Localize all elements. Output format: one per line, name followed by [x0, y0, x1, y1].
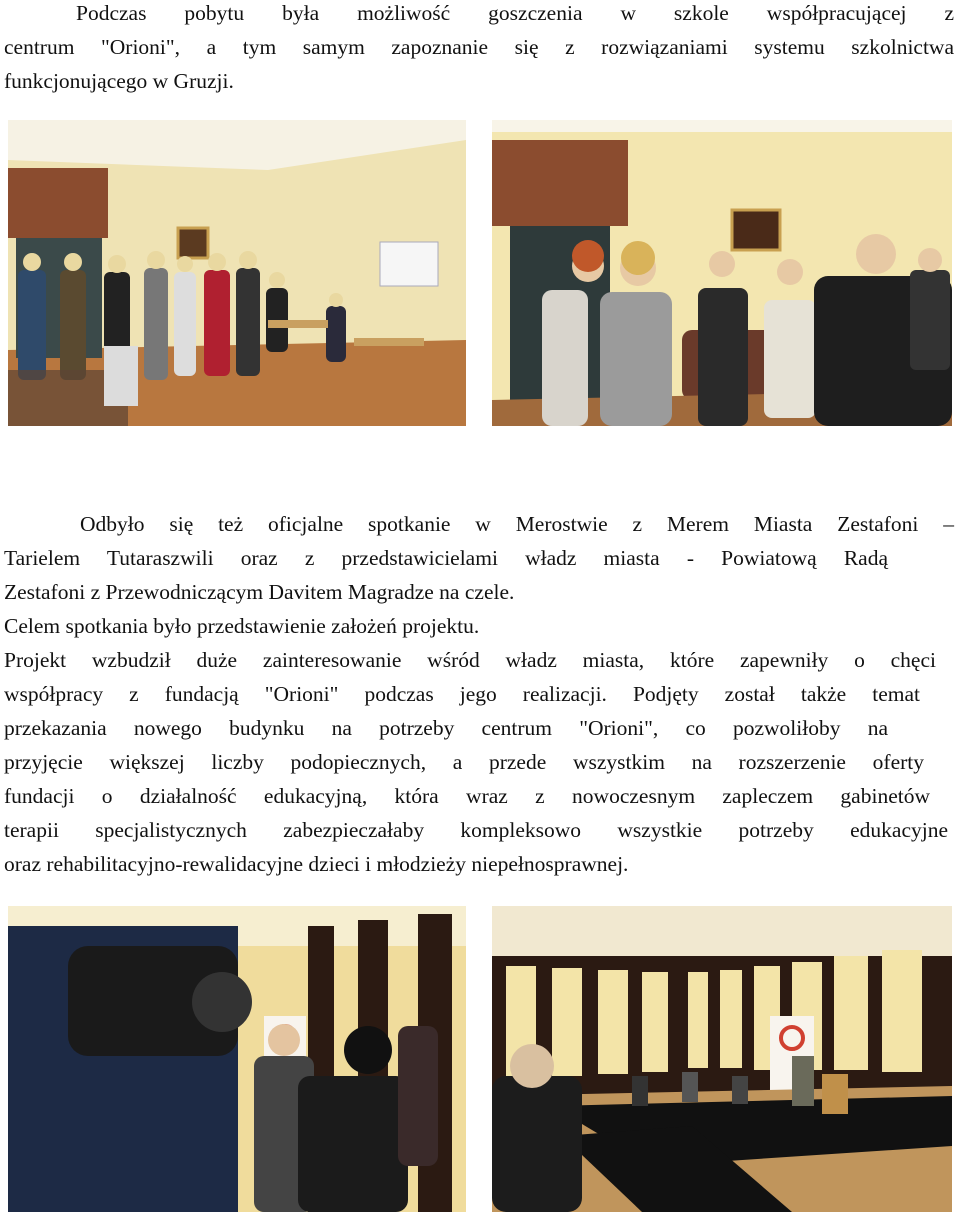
paragraph-2-line: Tarielem Tutaraszwili oraz z przedstawicielami władz miasta - Powiatową Radą	[4, 546, 888, 570]
paragraph-1-line: centrum "Orioni", a tym samym zapoznanie się z rozwiązaniami systemu szkolnictwa	[4, 35, 954, 59]
photo-group-in-room	[492, 120, 952, 426]
photo-press-interview	[8, 906, 466, 1212]
paragraph-2	[4, 507, 954, 881]
paragraph-1-line: funkcjonującego w Gruzji.	[4, 69, 234, 93]
paragraph-2-line: Odbyło się też oficjalne spotkanie w Merostwie z Merem Miasta Zestafoni –	[80, 512, 954, 536]
paragraph-2-line: przyjęcie większej liczby podopiecznych, a przede wszystkim na rozszerzenie oferty	[4, 750, 924, 774]
photo-council-meeting	[492, 906, 952, 1212]
paragraph-1-line: Podczas pobytu była możliwość goszczenia w szkole współpracującej z	[76, 1, 954, 25]
paragraph-2-line: fundacji o działalność edukacyjną, która wraz z nowoczesnym zapleczem gabinetów	[4, 784, 930, 808]
paragraph-2-line: Celem spotkania było przedstawienie założeń projektu.	[4, 614, 480, 638]
paragraph-2-line: Projekt wzbudził duże zainteresowanie wśród władz miasta, które zapewniły o chęci	[4, 648, 936, 672]
paragraph-1	[4, 0, 954, 98]
photo-classroom-visit	[8, 120, 466, 426]
paragraph-2-line: terapii specjalistycznych zabezpieczałaby kompleksowo wszystkie potrzeby edukacyjne	[4, 818, 948, 842]
paragraph-2-line: współpracy z fundacją "Orioni" podczas jego realizacji. Podjęty został także temat	[4, 682, 920, 706]
paragraph-2-line: Zestafoni z Przewodniczącym Davitem Magradze na czele.	[4, 580, 515, 604]
paragraph-2-line: oraz rehabilitacyjno-rewalidacyjne dzieci i młodzieży niepełnosprawnej.	[4, 852, 629, 876]
paragraph-2-line: przekazania nowego budynku na potrzeby centrum "Orioni", co pozwoliłoby na	[4, 716, 888, 740]
